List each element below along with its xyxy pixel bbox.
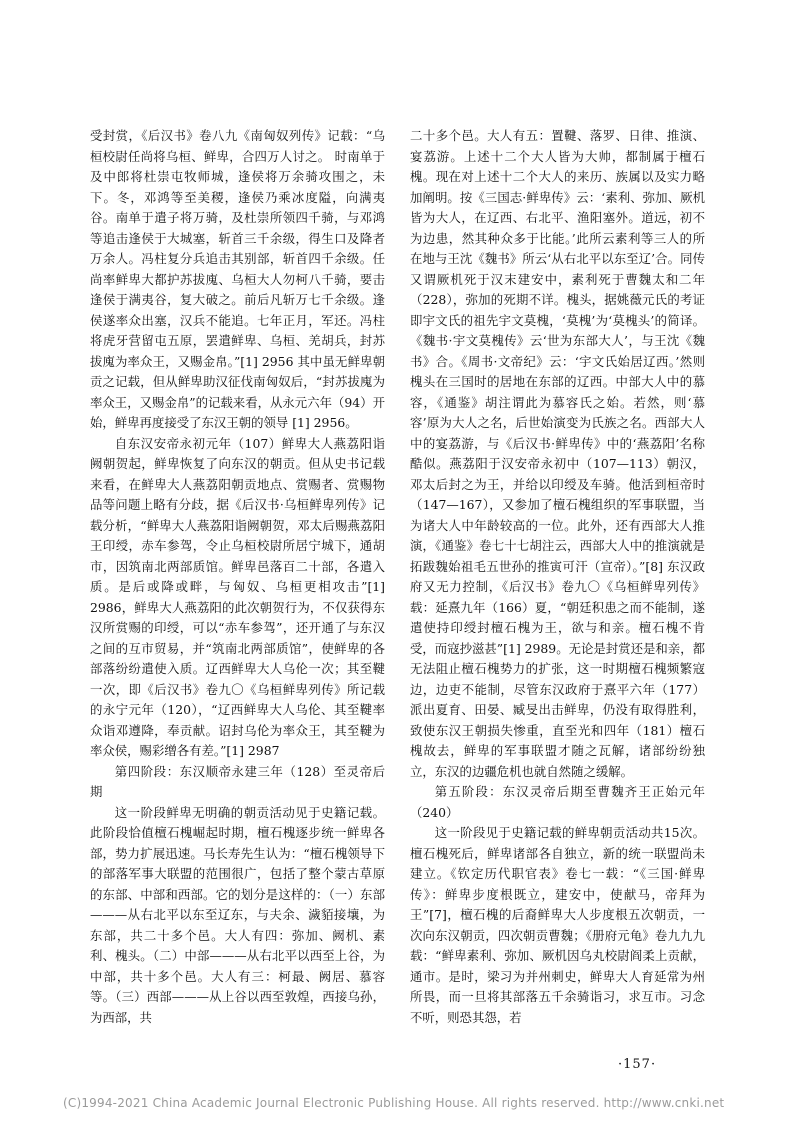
section-heading: 第四阶段：东汉顺帝永建三年（128）至灵帝后期: [90, 763, 385, 799]
paragraph: 二十多个邑。大人有五：置鞬、落罗、日律、推演、宴荔游。上述十二个大人皆为大帅，都制属于檀石槐。现在对上述十二个大人的来历、族属以及实力略加阐明。按《三国志·鲜卑传》云：‘素利、弥加、厥机皆为大人，在辽西、右北平、渔阳塞外。道远，初不为边患，然其种众多于比能。’此所云素利等三人的所在地与王沈《魏书》所云‘从右北平以东至辽’合。同传又谓厥机死于汉末建安中，素利死于曹魏太和二年（228），弥加的死期不详。槐头，据姚薇元氏的考证即宇文氏的祖先宇文莫槐，‘莫槐’为‘莫槐头’的简译。《魏书·宇文莫槐传》云‘世为东部大人’，与王沈《魏书》合。《周书·文帝纪》云：‘宇文氏始居辽西。’然则槐头在三国时的居地在东部的辽西。中部大人中的慕容，《通鉴》胡注谓此为慕容氏之始。若然，则‘慕容’原为大人之名，后世始演变为氏族之名。西部大人中的宴荔游，与《后汉书·鲜卑传》中的‘燕荔阳’名称酷似。燕荔阳于汉安帝永初中（107—113）朝汉，邓太后封之为王，并给以印绶及车骑。他活到桓帝时（147—167），又参加了檀石槐组织的军事联盟，当为诸大人中年龄较高的一位。此外，还有西部大人推演，《通鉴》卷七十七胡注云，西部大人中的推演就是拓跋魏始祖毛五世孙的推寅可汗（宣帝）。”[8] 东汉政府又无力控制，《后汉书》卷九〇《乌桓鲜卑列传》载：延熹九年（166）夏，“朝廷积患之而不能制，遂遣使持印绶封檀石槐为王，欲与和亲。檀石槐不肯受，而寇抄滋甚”[1] 2989。无论是封赏还是和亲，都无法阻止檀石槐势力的扩张，这一时期檀石槐频繁寇边，边吏不能制，尽管东汉政府于熹平六年（177）派出夏育、田晏、臧旻出击鲜卑，仍没有取得胜利，致使东汉王朝损失惨重，直至光和四年（181）檀石槐故去，鲜卑的军事联盟才随之瓦解，诸部纷纷独立，东汉的边疆危机也就自然随之缓解。: [410, 128, 705, 779]
right-text-column: [410, 126, 705, 1028]
paragraph: 这一阶段见于史籍记载的鲜卑朝贡活动共15次。檀石槐死后，鲜卑诸部各自独立，新的统一联盟尚未建立。《钦定历代职官表》卷七一载：“《三国·鲜卑传》：鲜卑步度根既立，建安中，使献马，帝拜为王”[7]，檀石槐的后裔鲜卑大人步度根五次朝贡，一次向东汉朝贡，四次朝贡曹魏；《册府元龟》卷九九九载：“鲜卑素利、弥加、厥机因乌丸校尉阎柔上贡献，通市。是时，梁习为并州刺史，鲜卑大人育延常为州所畏，而一旦将其部落五千余骑诣习，求互市。习念不听，则恐其怨，若: [410, 825, 705, 1025]
paragraph: 受封赏，《后汉书》卷八九《南匈奴列传》记载：“乌桓校尉任尚将乌桓、鲜卑，合四万人讨之。 时南单于及中郎将杜崇屯牧师城，逢侯将万余骑攻围之，未下。冬，邓鸿等至美稷，逢侯乃乘冰度隘，向满夷谷。南单于遣子将万骑，及杜崇所领四千骑，与邓鸿等追击逢侯于大城塞，斩首三千余级，得生口及降者万余人。冯柱复分兵追击其别部，斩首四千余级。任尚率鲜卑大都护苏拔廆、乌桓大人勿柯八千骑，要击逢侯于满夷谷，复大破之。前后凡斩万七千余级。逢侯遂率众出塞，汉兵不能追。七年正月，军还。冯柱将虎牙营留屯五原，罢遣鲜卑、乌桓、羌胡兵，封苏拔廆为率众王，又赐金帛。”[1] 2956 其中虽无鲜卑朝贡之记载，但从鲜卑助汉征伐南匈奴后，“封苏拔廆为率众王，又赐金帛”的记载来看，从永元六年（94）开始，鲜卑再度接受了东汉王朝的领导 [1] 2956。: [90, 128, 385, 430]
paragraph: 自东汉安帝永初元年（107）鲜卑大人燕荔阳诣阙朝贺起，鲜卑恢复了向东汉的朝贡。但从史书记载来看，在鲜卑大人燕荔阳朝贡地点、赏赐者、赏赐物品等问题上略有分歧，据《后汉书·乌桓鲜卑列传》记载分析，“鲜卑大人燕荔阳诣阙朝贺，邓太后赐燕荔阳王印绶，赤车参驾，令止乌桓校尉所居宁城下，通胡市，因筑南北两部质馆。鲜卑邑落百二十部，各遣入质。是后或降或畔，与匈奴、乌桓更相攻击”[1] 2986，鲜卑大人燕荔阳的此次朝贺行为，不仅获得东汉所赏赐的印绶，可以“赤车参驾”，还开通了与东汉之间的互市贸易，并“筑南北两部质馆”，使鲜卑的各部落纷纷遣使入质。辽西鲜卑大人乌伦一次；其至鞬一次，即《后汉书》卷九〇《乌桓鲜卑列传》所记载的永宁元年（120），“辽西鲜卑大人乌伦、其至鞬率众诣邓遵降，奉贡献。诏封乌伦为率众王，其至鞬为率众侯，赐彩缯各有差。”[1] 2987: [90, 435, 385, 758]
page-number: ·157·: [618, 1057, 657, 1072]
section-heading: 第五阶段：东汉灵帝后期至曹魏齐王正始元年（240）: [410, 784, 705, 820]
left-text-column: [90, 126, 385, 1028]
paragraph: 这一阶段鲜卑无明确的朝贡活动见于史籍记载。此阶段恰值檀石槐崛起时期，檀石槐逐步统一鲜卑各部，势力扩展迅速。马长寿先生认为：“檀石槐领导下的部落军事大联盟的范围很广，包括了整个蒙古草原的东部、中部和西部。它的划分是这样的：（一）东部———从右北平以东至辽东，与夫余、濊貊接壤，为东部，共二十多个邑。大人有四：弥加、阙机、素利、槐头。（二）中部———从右北平以西至上谷，为中部，共十多个邑。大人有三：柯最、阙居、慕容等。（三）西部———从上谷以西至敦煌，西接乌孙，为西部，共: [90, 804, 385, 1025]
copyright-footer: (C)1994-2021 China Academic Journal Electronic Publishing House. All rights reserved. http://www.cnki.net: [63, 1096, 725, 1110]
